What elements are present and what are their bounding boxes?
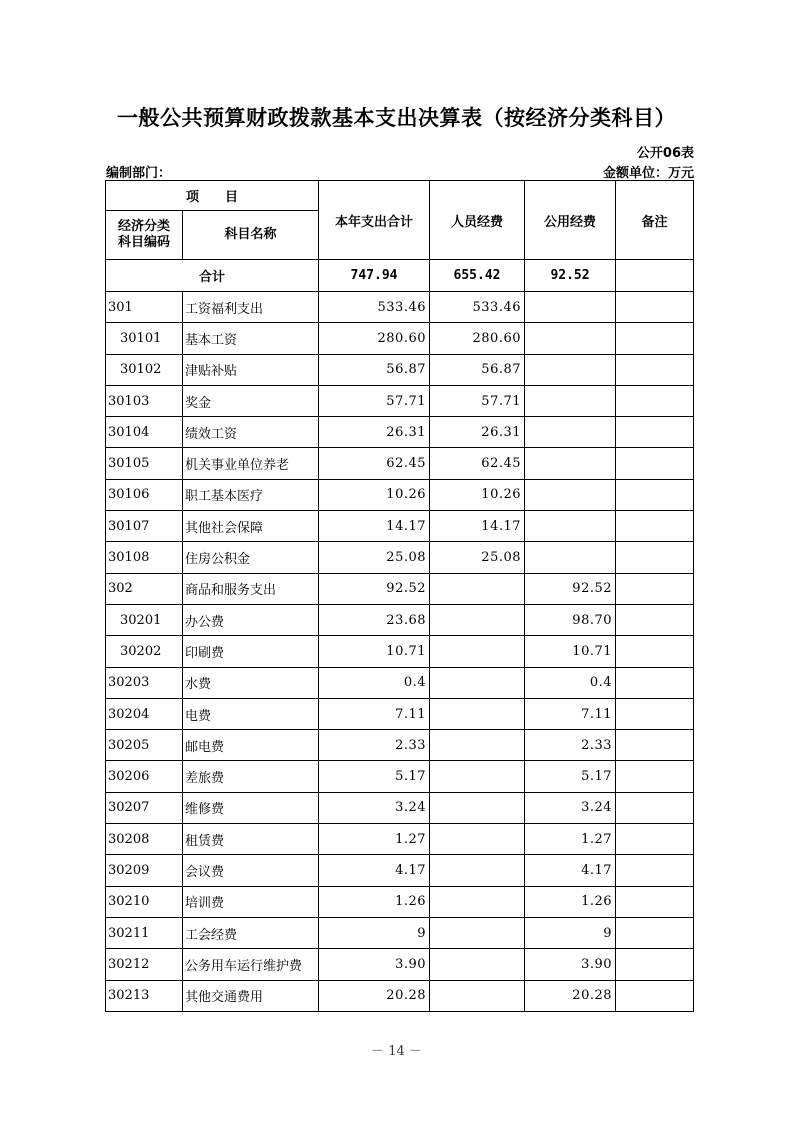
row-code: 30103 (106, 385, 183, 416)
row-remark (616, 542, 694, 573)
row-public: 5.17 (525, 761, 616, 792)
row-name: 奖金 (183, 385, 319, 416)
row-code: 30205 (106, 730, 183, 761)
row-code: 30204 (106, 698, 183, 729)
row-total: 14.17 (319, 511, 430, 542)
row-remark (616, 698, 694, 729)
row-personnel (430, 824, 525, 855)
page-number: － 14 － (371, 1044, 422, 1059)
row-personnel: 26.31 (430, 417, 525, 448)
row-total: 3.90 (319, 949, 430, 980)
row-total: 25.08 (319, 542, 430, 573)
row-code: 30202 (106, 636, 183, 667)
row-code: 30213 (106, 980, 183, 1011)
row-personnel (430, 792, 525, 823)
row-name: 工资福利支出 (183, 292, 319, 323)
row-public: 10.71 (525, 636, 616, 667)
table-row (106, 730, 694, 761)
row-total: 10.71 (319, 636, 430, 667)
row-remark (616, 385, 694, 416)
row-total: 9 (319, 917, 430, 948)
row-remark (616, 917, 694, 948)
row-public: 92.52 (525, 573, 616, 604)
table-row (106, 667, 694, 698)
row-name: 其他社会保障 (183, 511, 319, 542)
row-personnel: 62.45 (430, 448, 525, 479)
row-public (525, 417, 616, 448)
row-remark (616, 323, 694, 354)
row-total: 1.26 (319, 886, 430, 917)
header-total: 本年支出合计 (319, 181, 430, 260)
row-name: 维修费 (183, 792, 319, 823)
header-public: 公用经费 (525, 181, 616, 260)
row-personnel (430, 667, 525, 698)
table-row (106, 824, 694, 855)
row-public (525, 354, 616, 385)
row-personnel: 57.71 (430, 385, 525, 416)
row-remark (616, 292, 694, 323)
row-total: 56.87 (319, 354, 430, 385)
row-personnel: 533.46 (430, 292, 525, 323)
row-personnel (430, 949, 525, 980)
row-code: 30105 (106, 448, 183, 479)
row-code: 30104 (106, 417, 183, 448)
row-name: 职工基本医疗 (183, 479, 319, 510)
row-name: 基本工资 (183, 323, 319, 354)
row-code: 30107 (106, 511, 183, 542)
row-total: 20.28 (319, 980, 430, 1011)
row-personnel (430, 855, 525, 886)
row-public (525, 479, 616, 510)
row-total: 533.46 (319, 292, 430, 323)
table-row (106, 792, 694, 823)
row-name: 水费 (183, 667, 319, 698)
row-total: 23.68 (319, 604, 430, 635)
row-code: 302 (106, 573, 183, 604)
row-total: 92.52 (319, 573, 430, 604)
table-row (106, 354, 694, 385)
row-public (525, 448, 616, 479)
row-name: 其他交通费用 (183, 980, 319, 1011)
row-remark (616, 636, 694, 667)
row-code: 30101 (106, 323, 183, 354)
table-row (106, 385, 694, 416)
table-row (106, 417, 694, 448)
row-personnel (430, 730, 525, 761)
header-remark: 备注 (616, 181, 694, 260)
header-code-line1: 经济分类 (117, 219, 170, 234)
row-remark (616, 511, 694, 542)
table-row (106, 698, 694, 729)
row-personnel (430, 917, 525, 948)
row-personnel: 25.08 (430, 542, 525, 573)
row-code: 30108 (106, 542, 183, 573)
row-code: 301 (106, 292, 183, 323)
row-total: 0.4 (319, 667, 430, 698)
row-code: 30210 (106, 886, 183, 917)
row-public: 9 (525, 917, 616, 948)
table-row (106, 573, 694, 604)
row-personnel: 56.87 (430, 354, 525, 385)
row-remark (616, 730, 694, 761)
row-public: 4.17 (525, 855, 616, 886)
row-total: 62.45 (319, 448, 430, 479)
row-code: 30102 (106, 354, 183, 385)
total-label: 合计 (106, 260, 319, 292)
table-row (106, 761, 694, 792)
page-title: 一般公共预算财政拨款基本支出决算表（按经济分类科目） (117, 106, 676, 130)
table-row (106, 636, 694, 667)
total-remark (616, 260, 694, 292)
table-row (106, 917, 694, 948)
row-total: 26.31 (319, 417, 430, 448)
row-remark (616, 824, 694, 855)
row-code: 30106 (106, 479, 183, 510)
row-total: 57.71 (319, 385, 430, 416)
row-name: 邮电费 (183, 730, 319, 761)
row-remark (616, 417, 694, 448)
row-name: 租赁费 (183, 824, 319, 855)
row-public: 98.70 (525, 604, 616, 635)
header-personnel: 人员经费 (430, 181, 525, 260)
row-personnel (430, 636, 525, 667)
row-code: 30203 (106, 667, 183, 698)
total-personnel: 655.42 (430, 260, 525, 292)
row-remark (616, 354, 694, 385)
row-public (525, 511, 616, 542)
row-public: 1.26 (525, 886, 616, 917)
row-public: 3.24 (525, 792, 616, 823)
table-row (106, 949, 694, 980)
table-row (106, 980, 694, 1011)
header-item: 项 目 (106, 181, 319, 211)
row-name: 印刷费 (183, 636, 319, 667)
row-remark (616, 949, 694, 980)
row-remark (616, 604, 694, 635)
row-name: 商品和服务支出 (183, 573, 319, 604)
header-code (106, 211, 183, 260)
expenditure-table (105, 180, 694, 1012)
row-code: 30209 (106, 855, 183, 886)
row-name: 办公费 (183, 604, 319, 635)
row-name: 机关事业单位养老 (183, 448, 319, 479)
table-row (106, 604, 694, 635)
row-name: 公务用车运行维护费 (183, 949, 319, 980)
row-code: 30211 (106, 917, 183, 948)
row-public: 2.33 (525, 730, 616, 761)
row-remark (616, 667, 694, 698)
header-code-line2: 科目编码 (117, 235, 170, 250)
row-total: 10.26 (319, 479, 430, 510)
row-remark (616, 855, 694, 886)
row-code: 30201 (106, 604, 183, 635)
row-code: 30212 (106, 949, 183, 980)
row-name: 培训费 (183, 886, 319, 917)
row-personnel (430, 604, 525, 635)
total-public: 92.52 (525, 260, 616, 292)
table-row (106, 323, 694, 354)
row-total: 5.17 (319, 761, 430, 792)
row-public (525, 542, 616, 573)
row-total: 2.33 (319, 730, 430, 761)
row-name: 津贴补贴 (183, 354, 319, 385)
row-public: 20.28 (525, 980, 616, 1011)
row-name: 住房公积金 (183, 542, 319, 573)
row-public (525, 385, 616, 416)
row-public (525, 323, 616, 354)
row-personnel (430, 698, 525, 729)
row-remark (616, 448, 694, 479)
row-remark (616, 479, 694, 510)
row-personnel: 14.17 (430, 511, 525, 542)
row-personnel (430, 980, 525, 1011)
table-row (106, 855, 694, 886)
total-sum: 747.94 (319, 260, 430, 292)
table-row (106, 886, 694, 917)
row-personnel: 280.60 (430, 323, 525, 354)
unit-label: 金额单位：万元 (602, 166, 694, 181)
row-code: 30207 (106, 792, 183, 823)
row-remark (616, 792, 694, 823)
row-code: 30206 (106, 761, 183, 792)
row-remark (616, 761, 694, 792)
row-total: 4.17 (319, 855, 430, 886)
row-total: 7.11 (319, 698, 430, 729)
form-number: 公开06表 (636, 146, 694, 161)
row-name: 差旅费 (183, 761, 319, 792)
row-remark (616, 980, 694, 1011)
row-personnel (430, 886, 525, 917)
row-personnel: 10.26 (430, 479, 525, 510)
table-row (106, 479, 694, 510)
row-name: 会议费 (183, 855, 319, 886)
table-row (106, 542, 694, 573)
row-name: 电费 (183, 698, 319, 729)
row-name: 工会经费 (183, 917, 319, 948)
row-name: 绩效工资 (183, 417, 319, 448)
table-row (106, 448, 694, 479)
row-total: 1.27 (319, 824, 430, 855)
row-public: 7.11 (525, 698, 616, 729)
table-row (106, 292, 694, 323)
row-remark (616, 886, 694, 917)
table-row (106, 511, 694, 542)
row-code: 30208 (106, 824, 183, 855)
row-public: 1.27 (525, 824, 616, 855)
row-personnel (430, 761, 525, 792)
row-total: 3.24 (319, 792, 430, 823)
department-label: 编制部门： (106, 166, 172, 181)
row-total: 280.60 (319, 323, 430, 354)
row-public (525, 292, 616, 323)
row-public: 0.4 (525, 667, 616, 698)
header-name: 科目名称 (183, 211, 319, 260)
row-remark (616, 573, 694, 604)
row-personnel (430, 573, 525, 604)
row-public: 3.90 (525, 949, 616, 980)
